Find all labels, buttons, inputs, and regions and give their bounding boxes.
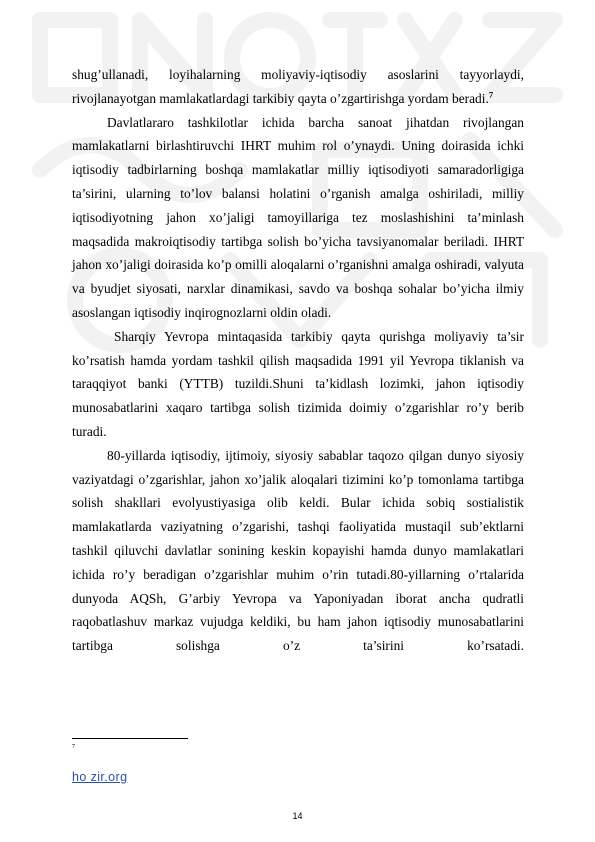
- footnote-reference[interactable]: 7: [488, 89, 494, 100]
- paragraph-continuation: [72, 63, 524, 111]
- page-body: [72, 63, 524, 658]
- paragraph-text: shug’ullanadi, loyihalarning moliyaviy-iqtisodiy asoslarini tayyorlaydi, rivojlanayotgan mamlakatlardagi tarkibiy qayta o’zgartirishga yordam beradi.: [72, 67, 524, 106]
- paragraph-yttb: Sharqiy Yevropa mintaqasida tarkibiy qayta qurishga moliyaviy ta’sir ko’rsatish hamda yordam tashkil qilish maqsadida 1991 yil Yevropa tiklanish va taraqqiyot banki (YTTB) tuzildi.Shuni ta’kidlash lozimki, jahon iqtisodiy munosabatlarini xaqaro tartibga solish tizimida doimiy o’zgarishlar ro’y berib turadi.: [72, 328, 524, 439]
- footnote-mark: 7: [72, 744, 75, 750]
- paragraph-ihrt: Davlatlararo tashkilotlar ichida barcha sanoat jihatdan rivojlangan mamlakatlarni birlashtiruvchi IHRT muhim rol o’ynaydi. Uning doirasida ichki iqtisodiy tadbirlarning boshqa mamlakatlar milliy iqtisodiyoti samaradorligiga ta’sirini, ularning to’lov balansi holatini o’rganish amalga oshiriladi, milliy iqtisodiyotning jahon xo’jaligi tamoyillariga tez moslashishini ta’minlash maqsadida makroiqtisodiy tartibga solish bo’yicha tavsiyanomalar beriladi. IHRT jahon xo’jaligi doirasida ko’p omilli aloqalarni o’rganishni amalga oshiradi, valyuta va byudjet siyosati, narxlar dinamikasi, savdo va boshqa sohalar bo’yicha ilmiy asoslangan iqtisodiy inqirognozlarni oldin oladi.: [72, 114, 524, 320]
- page-number: 14: [292, 811, 303, 821]
- paragraph-80s: 80-yillarda iqtisodiy, ijtimoiy, siyosiy sabablar taqozo qilgan dunyo siyosiy vaziyatdagi o’zgarishlar, jahon xo’jalik aloqalari tizimini ko’p tomonlama tartibga solish shakllari evolyustiyasiga olib keldi. Bular ichida sobiq sostialistik mamlakatlarda vaziyatning o’zgarishi, tashqi faoliyatida mustaqil sub’ektlarni tashkil qiluvchi davlatlar sonining keskin kopayishi hamda dunyo mamlakatlari ichida ro’y beradigan o’zgarishlar muhim o’rin tutadi.80-yillarning o’rtalarida dunyoda AQSh, G’arbiy Yevropa va Yaponiyadan iborat ancha qudratli raqobatlashuv markaz vujudga keldiki, bu ham jahon iqtisodiy munosabatlarini tartibga solishga o’z ta’sirini ko’rsatadi.: [72, 447, 524, 654]
- footnote-separator: [72, 738, 188, 739]
- footnote-link[interactable]: ho zir.org: [72, 770, 128, 784]
